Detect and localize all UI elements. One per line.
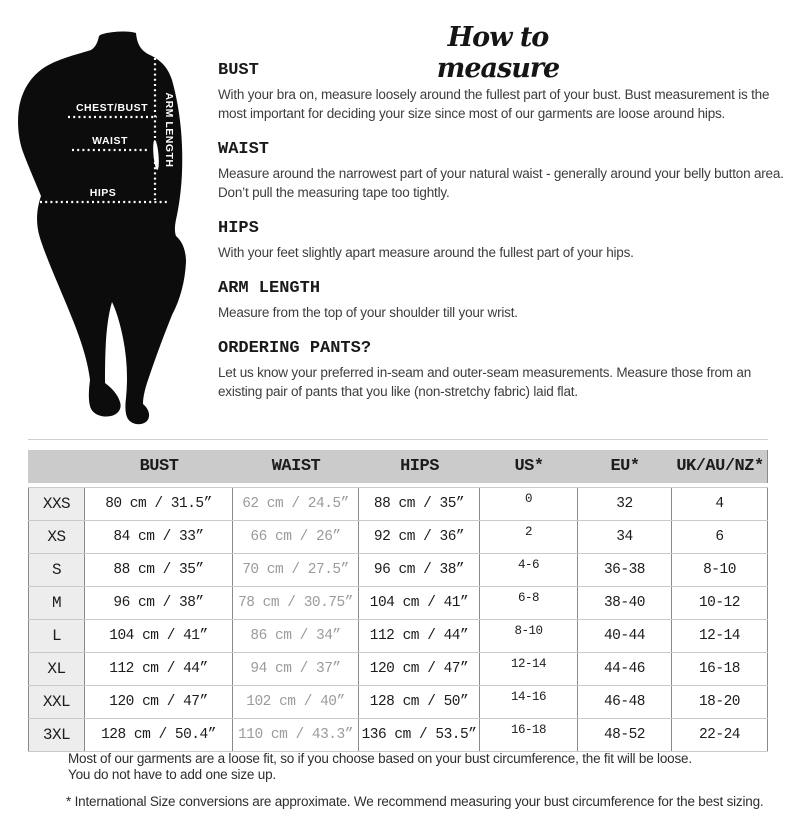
size-chart-body [28,487,768,752]
size-chart-header-row [28,450,768,483]
bust-cell: 104 cm / 41” [85,620,233,652]
section-heading: ARM LENGTH [218,279,321,298]
waist-cell: 102 cm / 40” [233,686,359,718]
uk-cell: 12-14 [672,620,768,652]
chest-bust-label: CHEST/BUST [75,102,149,114]
size-conversion-note: * International Size conversions are approximate. We recommend measuring your bust circumference for the best sizing. [66,794,764,809]
hips-cell: 88 cm / 35” [359,488,480,520]
us-cell: 12-14 [480,653,578,685]
waist-cell: 78 cm / 30.75” [233,587,359,619]
waist-cell: 70 cm / 27.5” [233,554,359,586]
eu-cell: 44-46 [578,653,672,685]
waist-label: WAIST [92,135,128,147]
hips-cell: 128 cm / 50” [359,686,480,718]
bust-cell: 112 cm / 44” [85,653,233,685]
column-header: WAIST [271,457,321,476]
section-body-text: Measure from the top of your shoulder till your wrist. [218,305,518,320]
body-silhouette-shape [18,32,186,425]
column-header: HIPS [400,457,439,476]
us-cell: 2 [480,521,578,553]
waist-cell: 62 cm / 24.5” [233,488,359,520]
body-silhouette-illustration [15,10,220,440]
eu-cell: 32 [578,488,672,520]
bust-cell: 80 cm / 31.5” [85,488,233,520]
size-row [28,521,768,554]
eu-cell: 48-52 [578,719,672,751]
size-chart-table [28,450,768,752]
section-body-text: Measure around the narrowest part of your natural waist - generally around your belly button area. Don’t pull the measuring tape too tightly. [218,166,784,200]
size-row [28,686,768,719]
us-cell: 16-18 [480,719,578,751]
page-title: How to measure [436,22,560,84]
eu-cell: 34 [578,521,672,553]
column-header: UK/AU/NZ* [676,457,764,476]
measure-section [218,139,793,202]
size-label-cell: XL [28,653,85,685]
eu-cell: 36-38 [578,554,672,586]
uk-cell: 22-24 [672,719,768,751]
uk-cell: 6 [672,521,768,553]
eu-cell: 38-40 [578,587,672,619]
bust-cell: 84 cm / 33” [85,521,233,553]
size-label-cell: S [28,554,85,586]
column-header: BUST [139,457,179,476]
size-row [28,488,768,521]
us-cell: 6-8 [480,587,578,619]
size-label-cell: XXS [28,488,85,520]
section-body-text: Let us know your preferred in-seam and outer-seam measurements. Measure those from an existing pair of pants that you like (non-stretchy fabric) laid flat. [218,365,752,399]
size-row [28,653,768,686]
section-heading: HIPS [218,219,259,238]
measure-section [218,278,793,322]
us-cell: 4-6 [480,554,578,586]
column-header: US* [514,457,544,476]
section-heading: BUST [218,61,259,80]
uk-cell: 16-18 [672,653,768,685]
hips-cell: 104 cm / 41” [359,587,480,619]
bust-cell: 120 cm / 47” [85,686,233,718]
size-row [28,554,768,587]
section-heading: WAIST [218,140,270,159]
bust-cell: 96 cm / 38” [85,587,233,619]
section-heading: ORDERING PANTS? [218,339,372,358]
size-row [28,620,768,653]
uk-cell: 18-20 [672,686,768,718]
measure-section [218,338,793,401]
section-body-text: With your feet slightly apart measure around the fullest part of your hips. [218,245,634,260]
waist-cell: 66 cm / 26” [233,521,359,553]
measure-sections [218,60,793,417]
waist-cell: 94 cm / 37” [233,653,359,685]
waist-cell: 86 cm / 34” [233,620,359,652]
size-label-cell: XXL [28,686,85,718]
uk-cell: 8-10 [672,554,768,586]
section-body-text: With your bra on, measure loosely around the fullest part of your bust. Bust measurement is the most important for deciding your size since most of our garments are loose around hips. [218,87,770,121]
bust-cell: 88 cm / 35” [85,554,233,586]
size-label-cell: 3XL [28,719,85,751]
hips-cell: 112 cm / 44” [359,620,480,652]
size-row [28,719,768,752]
measurement-figure [15,10,220,440]
hips-cell: 92 cm / 36” [359,521,480,553]
eu-cell: 46-48 [578,686,672,718]
us-cell: 0 [480,488,578,520]
loose-fit-note-line2: You do not have to add one size up. [68,766,276,782]
measure-section [218,60,793,123]
size-label-cell: M [28,587,85,619]
hips-label: HIPS [89,187,117,199]
uk-cell: 4 [672,488,768,520]
us-cell: 8-10 [480,620,578,652]
arm-length-label: ARM LENGTH [163,92,175,168]
uk-cell: 10-12 [672,587,768,619]
column-header: EU* [610,457,640,476]
us-cell: 14-16 [480,686,578,718]
table-top-divider [28,439,768,440]
hips-cell: 136 cm / 53.5” [359,719,480,751]
waist-cell: 110 cm / 43.3” [233,719,359,751]
loose-fit-note-line1: Most of our garments are a loose fit, so if you choose based on your bust circumference, the fit will be loose. [68,751,692,766]
size-label-cell: L [28,620,85,652]
hips-cell: 120 cm / 47” [359,653,480,685]
size-label-cell: XS [28,521,85,553]
loose-fit-note [68,751,768,782]
eu-cell: 40-44 [578,620,672,652]
measure-section [218,218,793,262]
hips-cell: 96 cm / 38” [359,554,480,586]
bust-cell: 128 cm / 50.4” [85,719,233,751]
size-row [28,587,768,620]
